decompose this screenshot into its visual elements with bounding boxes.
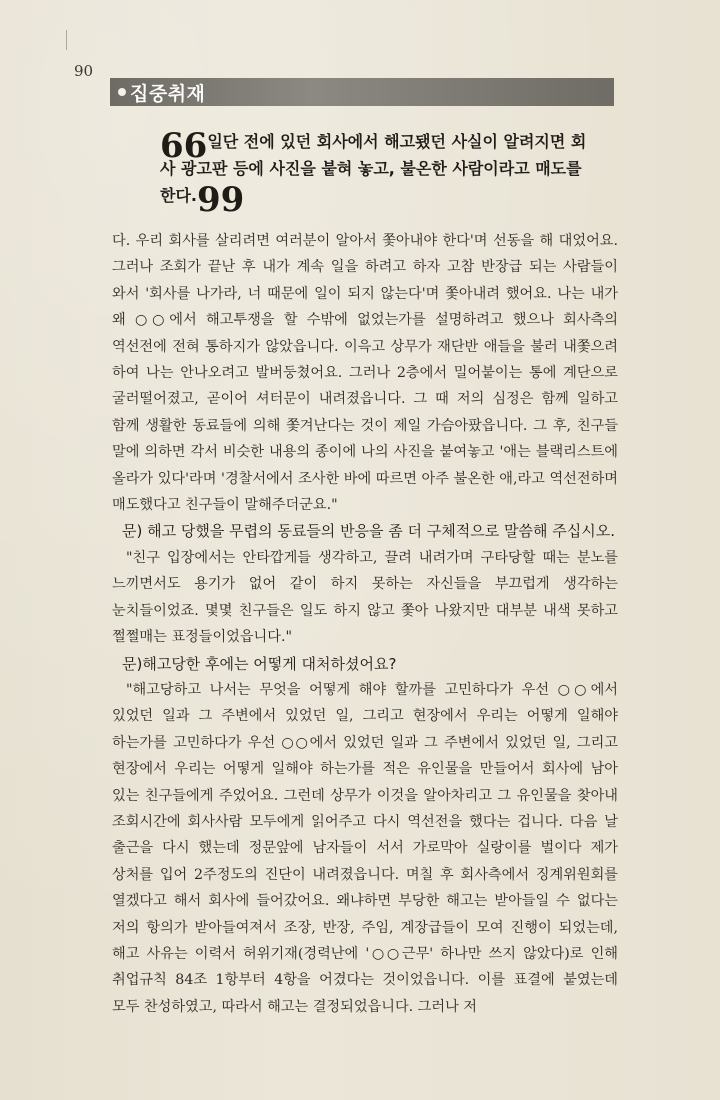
body-paragraph-1: 다. 우리 회사를 살리려면 여러분이 알아서 쫓아내야 한다'며 선동을 해 대었어요. 그러나 조회가 끝난 후 내가 계속 일을 하려고 하자 고참 반장급 되는 사람들이 와서 '회사를 나가라, 너 때문에 일이 되지 않는다'며 쫓아내려 했어요. 나는 내가 왜 ○○에서 해고투쟁을 할 수밖에 없었는가를 설명하려고 했으나 회사측의 역선전에 전혀 통하지가 않았읍니다. 이윽고 상무가 재단반 애들을 불러 내쫓으려 하여 나는 안나오려고 발버둥쳤어요. 그러나 2층에서 밀어붙이는 통에 계단으로 굴러떨어졌고, 곧이어 셔터문이 내려졌읍니다. 그 때 저의 심정은 함께 일하고 함께 생활한 동료들에 의해 쫓겨난다는 것이 제일 가슴아팠읍니다. 그 후, 친구들 말에 의하면 각서 비슷한 내용의 종이에 나의 사진을 붙여놓고 '애는 블랙리스트에 올라가 있다'라며 '경찰서에서 조사한 바에 따르면 아주 불온한 애,라고 역선전하며 매도했다고 친구들이 말해주더군요." (112, 233, 618, 514)
interview-question-1: 문) 해고 당했을 무렵의 동료들의 반응을 좀 더 구체적으로 말씀해 주십시오. (122, 522, 616, 541)
pull-quote-text: 일단 전에 있던 회사에서 해고됐던 사실이 알려지면 회사 광고판 등에 사진을 붙혀 놓고, 불온한 사람이라고 매도를 한다. (160, 132, 587, 205)
scan-artifact (66, 30, 67, 50)
pull-quote (160, 126, 600, 220)
open-quote-icon: 66 (160, 126, 208, 166)
body-paragraph-3: "해고당하고 나서는 무엇을 어떻게 해야 할까를 고민하다가 우선 ○○에서 있었던 일과 그 주변에서 있었던 일, 그리고 현장에서 우리는 어떻게 일해야 하는가를 고민하다가 우선 ○○에서 있었던 일과 그 주변에서 있었던 일, 그리고 현장에서 우리는 어떻게 일해야 하는가를 적은 유인물을 만들어서 회사에 남아 있는 친구들에게 주었어요. 그런데 상무가 이것을 알아차리고 그 유인물을 찾아내 조회시간에 회사사람 모두에게 읽어주고 다시 역선전을 했다는 겁니다. 다음 날 출근을 다시 했는데 정문앞에 남자들이 서서 가로막아 실랑이를 벌이다 제가 상처를 입어 2주정도의 진단이 내려졌읍니다. 며칠 후 회사측에서 징계위원회를 열겠다고 해서 회사에 들어갔어요. 왜냐하면 부당한 해고는 받아들일 수 없다는 저의 항의가 받아들여져서 조장, 반장, 주임, 계장급들이 모여 진행이 되었는데, 해고 사유는 이력서 허위기재(경력난에 '○○근무' 하나만 쓰지 않았다)로 인해 취업규칙 84조 1항부터 4항을 어겼다는 것이었읍니다. 이를 표결에 붙였는데 모두 찬성하였고, 따라서 해고는 결정되었읍니다. 그러나 저 (112, 681, 618, 1015)
section-title: 집중취재 (130, 82, 206, 105)
close-quote-icon: 99 (197, 180, 245, 220)
article-body (112, 228, 618, 1020)
interview-question-2: 문)해고당한 후에는 어떻게 대처하셨어요? (122, 654, 397, 673)
body-paragraph-2: "친구 입장에서는 안타깝게들 생각하고, 끌려 내려가며 구타당할 때는 분노를 느끼면서도 용기가 없어 같이 하지 못하는 자신들을 부끄럽게 생각하는 눈치들이었죠. 몇몇 친구들은 일도 하지 않고 쫓아 나왔지만 대부분 내색 못하고 쩔쩔매는 표정들이었읍니다." (112, 549, 618, 646)
bullet-icon (118, 88, 126, 96)
page-number: 90 (74, 62, 94, 80)
section-header-bar (110, 78, 614, 106)
